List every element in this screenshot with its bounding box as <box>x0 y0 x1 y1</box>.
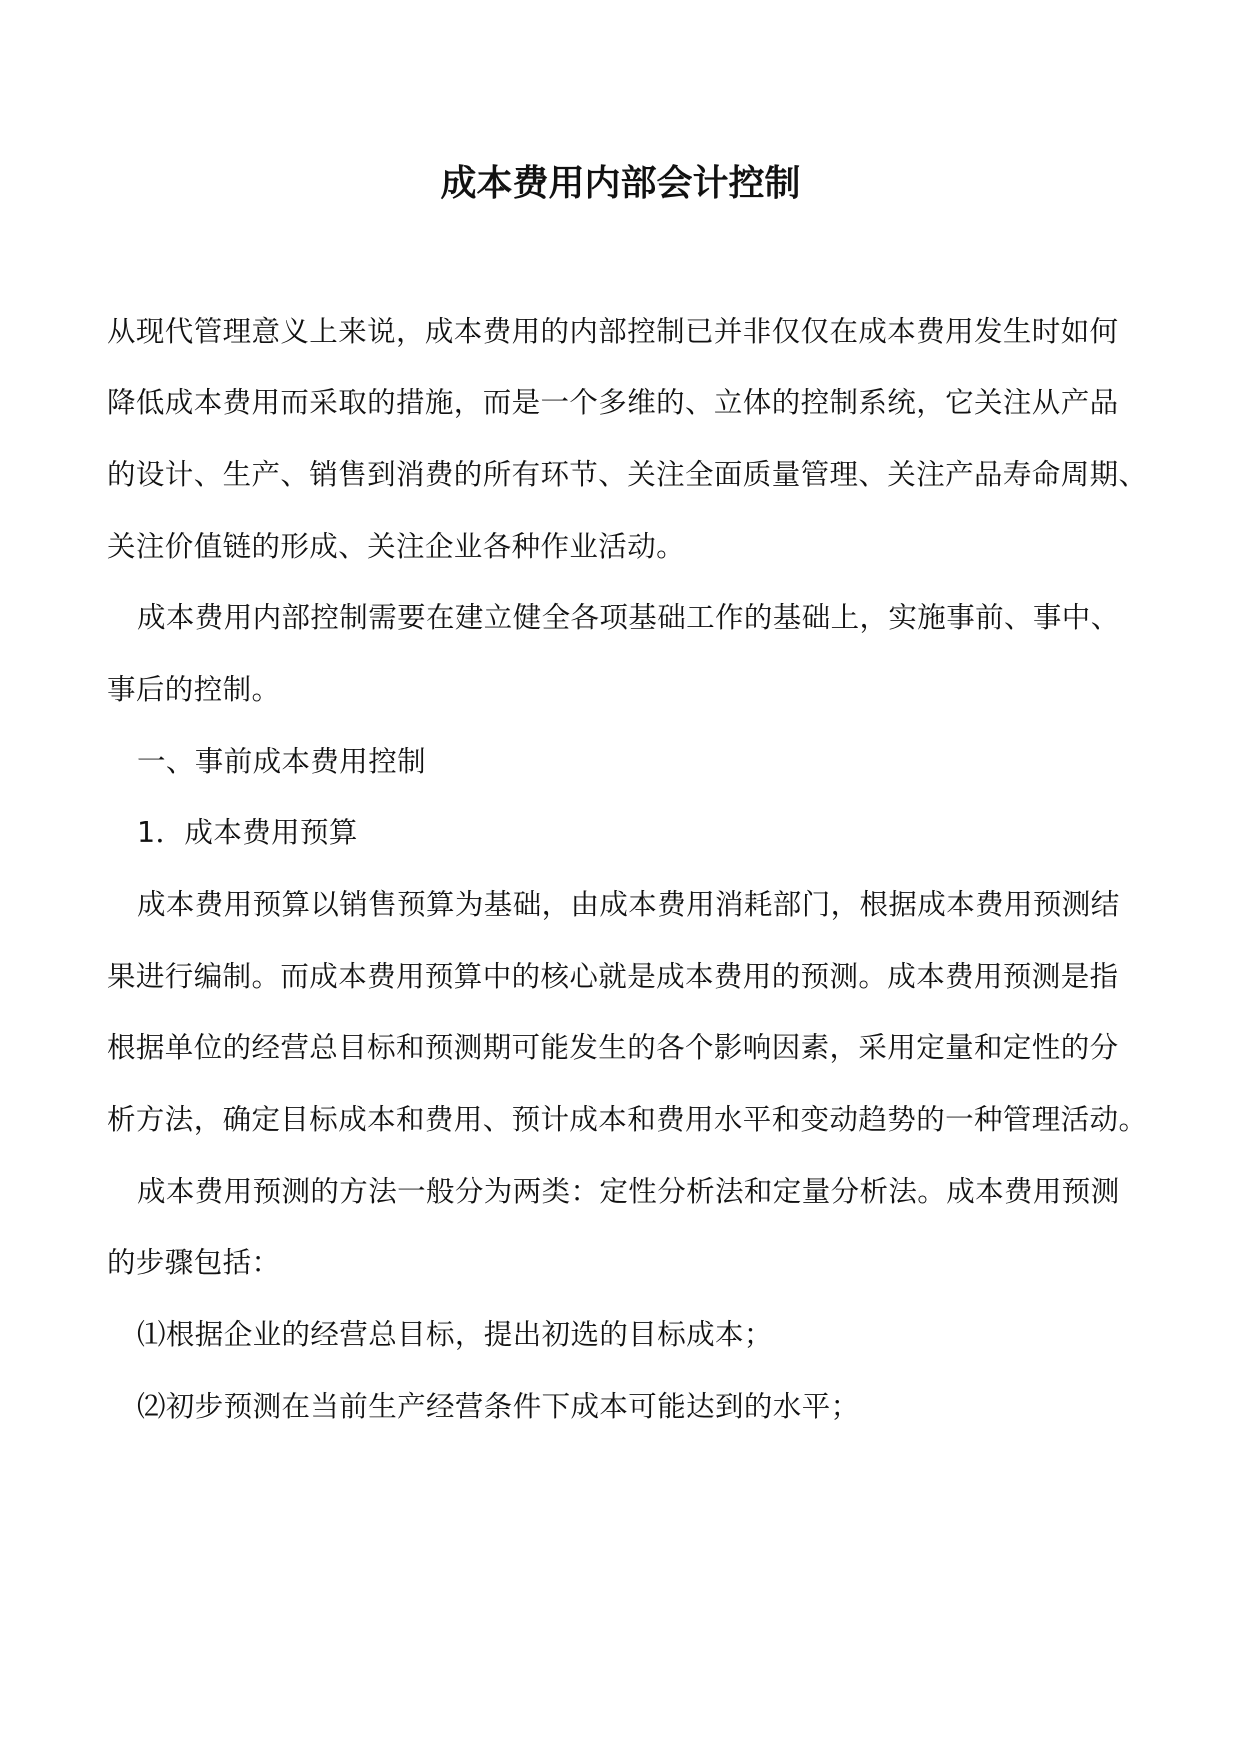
paragraph-line: 成本费用预算以销售预算为基础，由成本费用消耗部门，根据成本费用预测结 <box>137 888 1120 921</box>
paragraph-line: 降低成本费用而采取的措施，而是一个多维的、立体的控制系统，它关注从产品 <box>107 386 1119 419</box>
document-title: 成本费用内部会计控制 <box>440 163 801 204</box>
paragraph-line: 析方法，确定目标成本和费用、预计成本和费用水平和变动趋势的一种管理活动。 <box>107 1103 1148 1136</box>
list-item: ⑴根据企业的经营总目标，提出初选的目标成本； <box>137 1318 773 1351</box>
paragraph-line: 从现代管理意义上来说，成本费用的内部控制已并非仅仅在成本费用发生时如何 <box>107 315 1119 348</box>
paragraph-line: 成本费用内部控制需要在建立健全各项基础工作的基础上，实施事前、事中、 <box>137 601 1120 634</box>
paragraph-line: 的设计、生产、销售到消费的所有环节、关注全面质量管理、关注产品寿命周期、 <box>107 458 1148 491</box>
paragraph-line: 关注价值链的形成、关注企业各种作业活动。 <box>107 530 686 563</box>
paragraph-line: 事后的控制。 <box>107 673 281 706</box>
paragraph-line: 的步骤包括： <box>107 1246 281 1279</box>
section-heading: 一、事前成本费用控制 <box>137 745 427 778</box>
paragraph-line: 根据单位的经营总目标和预测期可能发生的各个影响因素，采用定量和定性的分 <box>107 1031 1119 1064</box>
paragraph-line: 成本费用预测的方法一般分为两类：定性分析法和定量分析法。成本费用预测 <box>137 1175 1120 1208</box>
subsection-heading: 1．成本费用预算 <box>137 816 358 849</box>
list-item: ⑵初步预测在当前生产经营条件下成本可能达到的水平； <box>137 1390 860 1423</box>
paragraph-line: 果进行编制。而成本费用预算中的核心就是成本费用的预测。成本费用预测是指 <box>107 960 1119 993</box>
